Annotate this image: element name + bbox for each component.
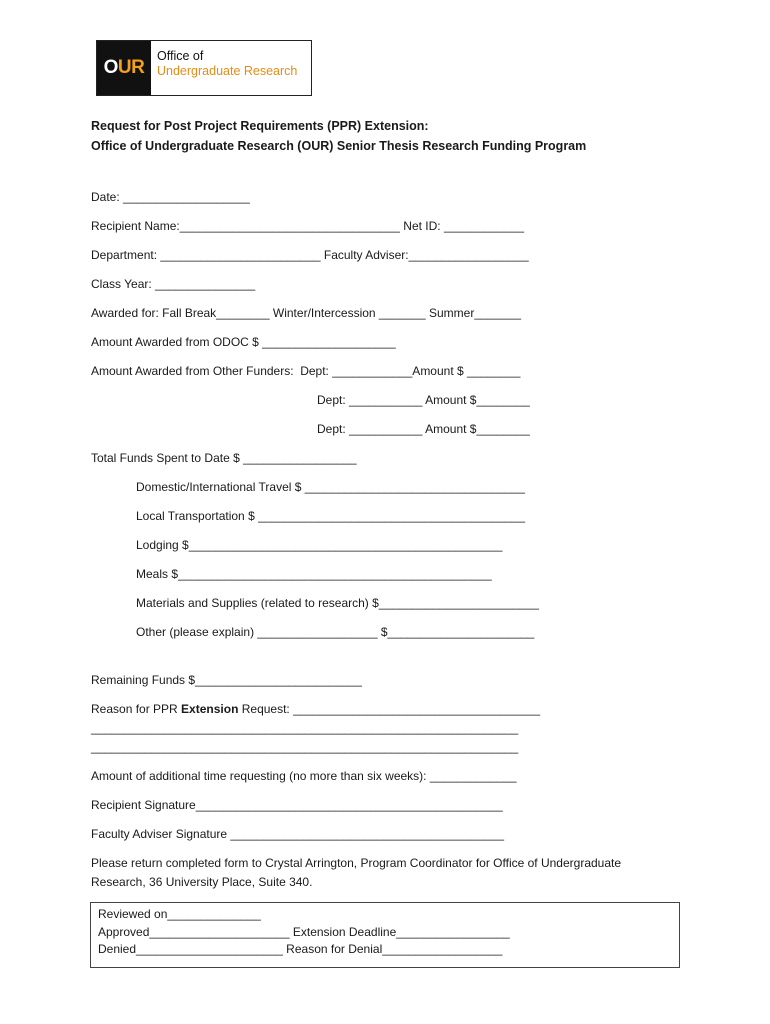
return-instructions-2: Research, 36 University Place, Suite 340. [91, 875, 313, 889]
logo-line-1: Office of [157, 49, 204, 63]
other-funders-dept-3[interactable]: Dept: ___________ Amount $________ [317, 422, 530, 436]
remaining-funds-field[interactable]: Remaining Funds $_________________________ [91, 673, 362, 687]
department-field[interactable]: Department: ________________________ Faculty Adviser:__________________ [91, 248, 529, 262]
local-transport-field[interactable]: Local Transportation $ ________________________________________ [136, 509, 526, 523]
logo-text [151, 41, 297, 95]
total-spent-field[interactable]: Total Funds Spent to Date $ _________________ [91, 451, 357, 465]
other-funders-field[interactable]: Amount Awarded from Other Funders: Dept: ____________Amount $ ________ [91, 364, 521, 378]
our-logo-mark: O UR [97, 41, 151, 95]
reason-line-2[interactable]: ________________________________________________________________ [91, 721, 519, 735]
materials-field[interactable]: Materials and Supplies (related to research) $________________________ [136, 596, 539, 610]
reviewed-on-field[interactable]: Reviewed on______________ [98, 907, 261, 921]
travel-field[interactable]: Domestic/International Travel $ _________________________________ [136, 480, 525, 494]
adviser-signature-field[interactable]: Faculty Adviser Signature _________________________________________ [91, 827, 505, 841]
reason-field[interactable]: Reason for PPR Extension Request: _____________________________________ [91, 702, 541, 716]
our-logo [96, 40, 312, 96]
return-instructions-1: Please return completed form to Crystal Arrington, Program Coordinator for Office of Undergraduate [91, 856, 622, 870]
form-title-line-1: Request for Post Project Requirements (PPR) Extension: [91, 119, 429, 133]
date-field[interactable]: Date: ___________________ [91, 190, 250, 204]
reason-line-3[interactable]: ________________________________________________________________ [91, 740, 519, 754]
meals-field[interactable]: Meals $_______________________________________________ [136, 567, 492, 581]
logo-line-2: Undergraduate Research [157, 64, 298, 78]
recipient-signature-field[interactable]: Recipient Signature______________________________________________ [91, 798, 503, 812]
other-expense-field[interactable]: Other (please explain) __________________ $______________________ [136, 625, 535, 639]
other-funders-dept-2[interactable]: Dept: ___________ Amount $________ [317, 393, 530, 407]
awarded-for-field[interactable]: Awarded for: Fall Break________ Winter/Intercession _______ Summer_______ [91, 306, 522, 320]
odoc-amount-field[interactable]: Amount Awarded from ODOC $ ____________________ [91, 335, 396, 349]
approved-field[interactable]: Approved_____________________ Extension Deadline_________________ [98, 924, 510, 939]
additional-time-field[interactable]: Amount of additional time requesting (no more than six weeks): _____________ [91, 769, 517, 783]
lodging-field[interactable]: Lodging $_______________________________________________ [136, 538, 503, 552]
class-year-field[interactable]: Class Year: _______________ [91, 277, 256, 291]
denied-field[interactable]: Denied______________________ Reason for Denial__________________ [98, 942, 503, 956]
form-title-line-2: Office of Undergraduate Research (OUR) Senior Thesis Research Funding Program [91, 139, 587, 153]
office-use-box [90, 902, 680, 968]
recipient-name-field[interactable]: Recipient Name:_________________________________ Net ID: ____________ [91, 219, 525, 233]
